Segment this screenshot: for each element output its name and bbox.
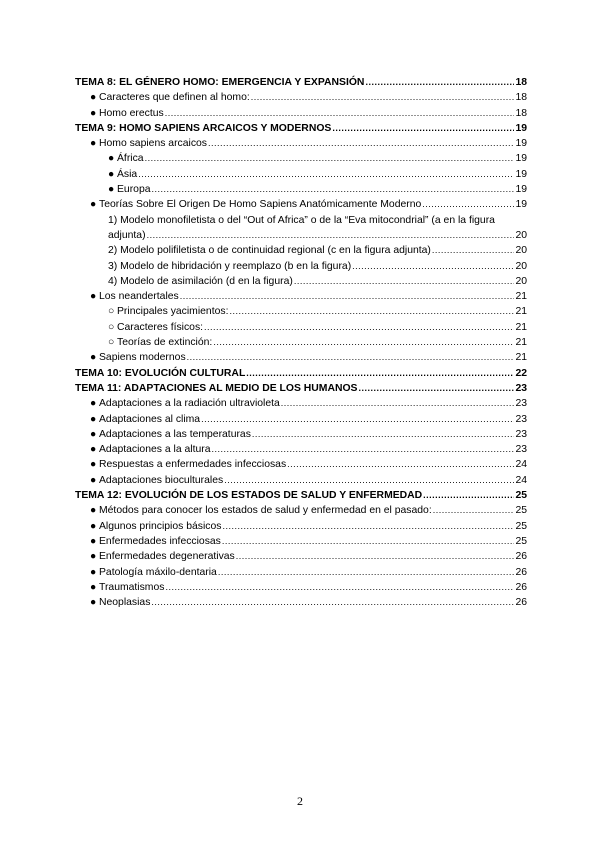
bullet-filled-icon: ● — [108, 184, 115, 196]
toc-entry[interactable] — [75, 335, 527, 350]
toc-heading[interactable] — [75, 75, 527, 90]
dot-leader — [180, 289, 515, 304]
toc-page-number: 21 — [515, 337, 527, 349]
dot-leader — [252, 427, 515, 442]
dot-leader — [204, 320, 514, 335]
toc-heading[interactable] — [75, 381, 527, 396]
dot-leader — [165, 580, 514, 595]
bullet-filled-icon: ● — [108, 153, 115, 165]
toc-entry[interactable] — [75, 519, 527, 534]
toc-entry[interactable] — [75, 565, 527, 580]
toc-entry[interactable] — [75, 427, 527, 442]
toc-entry[interactable] — [75, 534, 527, 549]
dot-leader — [423, 488, 514, 503]
toc-entry-label: Teorías Sobre El Origen De Homo Sapiens Anatómicamente Moderno — [99, 199, 422, 211]
dot-leader — [432, 243, 515, 258]
toc-page-number: 26 — [515, 581, 527, 593]
dot-leader — [151, 595, 514, 610]
bullet-filled-icon: ● — [90, 551, 97, 563]
dot-leader — [222, 519, 514, 534]
toc-entry-label: Neoplasias — [99, 597, 151, 609]
toc-entry[interactable] — [75, 167, 527, 182]
toc-entry[interactable] — [75, 412, 527, 427]
table-of-contents — [75, 75, 527, 610]
dot-leader — [213, 335, 514, 350]
toc-entry[interactable] — [75, 182, 527, 197]
dot-leader — [222, 534, 515, 549]
toc-entry-label: Principales yacimientos: — [117, 306, 229, 318]
dot-leader — [229, 304, 514, 319]
toc-page-number: 24 — [515, 459, 527, 471]
toc-entry-label: Adaptaciones a las temperaturas — [99, 428, 251, 440]
toc-entry-label: Adaptaciones a la radiación ultravioleta — [99, 398, 280, 410]
toc-entry-label: Traumatismos — [99, 581, 165, 593]
toc-entry-label: 2) Modelo polifiletista o de continuidad regional (c en la figura adjunta) — [108, 245, 431, 257]
toc-entry-label: África — [117, 153, 144, 165]
dot-leader — [187, 350, 515, 365]
dot-leader — [365, 75, 514, 90]
toc-page-number: 25 — [515, 505, 527, 517]
toc-page-number: 19 — [515, 122, 527, 134]
toc-page-number: 21 — [515, 321, 527, 333]
bullet-filled-icon: ● — [90, 459, 97, 471]
bullet-filled-icon: ● — [90, 566, 97, 578]
dot-leader — [212, 442, 515, 457]
toc-page-number: 23 — [515, 428, 527, 440]
toc-entry[interactable] — [75, 274, 527, 289]
bullet-filled-icon: ● — [90, 444, 97, 456]
toc-entry-wrapped[interactable] — [75, 213, 527, 244]
toc-entry-label: TEMA 9: HOMO SAPIENS ARCAICOS Y MODERNOS — [75, 122, 332, 134]
toc-page-number: 20 — [515, 275, 527, 287]
toc-entry-label: Enfermedades degenerativas — [99, 551, 235, 563]
toc-heading[interactable] — [75, 121, 527, 136]
toc-entry-label: Ásia — [117, 168, 138, 180]
dot-leader — [224, 473, 514, 488]
toc-entry[interactable] — [75, 106, 527, 121]
toc-entry-label: 3) Modelo de hibridación y reemplazo (b en la figura) — [108, 260, 352, 272]
toc-entry[interactable] — [75, 259, 527, 274]
toc-entry-label: Homo sapiens arcaicos — [99, 138, 207, 150]
dot-leader — [208, 136, 514, 151]
toc-page-number: 21 — [515, 306, 527, 318]
toc-entry-label: Adaptaciones a la altura — [99, 444, 211, 456]
dot-leader — [236, 549, 515, 564]
toc-page-number: 23 — [515, 444, 527, 456]
bullet-filled-icon: ● — [90, 535, 97, 547]
toc-entry-label: Homo erectus — [99, 107, 164, 119]
toc-page-number: 26 — [515, 597, 527, 609]
dot-leader — [145, 151, 515, 166]
toc-entry[interactable] — [75, 595, 527, 610]
toc-entry[interactable] — [75, 473, 527, 488]
toc-entry[interactable] — [75, 136, 527, 151]
bullet-filled-icon: ● — [90, 505, 97, 517]
bullet-filled-icon: ● — [90, 428, 97, 440]
toc-page-number: 23 — [515, 398, 527, 410]
toc-entry[interactable] — [75, 350, 527, 365]
toc-page-number: 23 — [515, 413, 527, 425]
toc-page-number: 24 — [515, 474, 527, 486]
toc-page-number: 18 — [515, 77, 527, 88]
dot-leader — [332, 121, 514, 136]
bullet-hollow-icon: ○ — [108, 306, 115, 318]
toc-entry[interactable] — [75, 457, 527, 472]
dot-leader — [359, 381, 515, 396]
toc-page-number: 21 — [515, 291, 527, 303]
bullet-hollow-icon: ○ — [108, 337, 115, 349]
toc-entry-label: Sapiens modernos — [99, 352, 186, 364]
toc-page-number: 20 — [515, 229, 527, 241]
toc-page-number: 21 — [515, 352, 527, 364]
toc-entry[interactable] — [75, 304, 527, 319]
dot-leader — [287, 457, 514, 472]
toc-entry-label: Teorías de extinción: — [117, 337, 213, 349]
toc-entry[interactable] — [75, 320, 527, 335]
bullet-filled-icon: ● — [90, 520, 97, 532]
toc-page-number: 18 — [515, 107, 527, 119]
bullet-filled-icon: ● — [90, 413, 97, 425]
toc-heading[interactable] — [75, 366, 527, 381]
bullet-filled-icon: ● — [90, 474, 97, 486]
toc-entry[interactable] — [75, 442, 527, 457]
bullet-filled-icon: ● — [90, 597, 97, 609]
page-number: 2 — [297, 794, 303, 808]
toc-entry[interactable] — [75, 151, 527, 166]
toc-entry-label: Respuestas a enfermedades infecciosas — [99, 459, 287, 471]
toc-page-number: 25 — [515, 520, 527, 532]
dot-leader — [138, 167, 514, 182]
toc-entry[interactable] — [75, 289, 527, 304]
dot-leader — [251, 90, 515, 105]
dot-leader — [201, 412, 514, 427]
bullet-filled-icon: ● — [90, 291, 97, 303]
toc-entry-label: Algunos principios básicos — [99, 520, 222, 532]
bullet-filled-icon: ● — [90, 398, 97, 410]
toc-entry-label: Adaptaciones bioculturales — [99, 474, 224, 486]
bullet-hollow-icon: ○ — [108, 321, 115, 333]
bullet-filled-icon: ● — [90, 581, 97, 593]
dot-leader — [152, 182, 515, 197]
toc-entry-label: TEMA 8: EL GÉNERO HOMO: EMERGENCIA Y EXPANSIÓN — [75, 77, 365, 88]
toc-page-number: 26 — [515, 551, 527, 563]
toc-entry[interactable] — [108, 228, 527, 243]
toc-entry[interactable] — [75, 503, 527, 518]
toc-page-number: 23 — [515, 382, 527, 394]
dot-leader — [281, 396, 515, 411]
toc-heading[interactable] — [75, 488, 527, 503]
toc-entry-label: TEMA 10: EVOLUCIÓN CULTURAL — [75, 367, 246, 379]
bullet-filled-icon: ● — [90, 107, 97, 119]
toc-page-number: 19 — [515, 153, 527, 165]
toc-entry[interactable] — [75, 90, 527, 105]
toc-page-number: 25 — [515, 490, 527, 502]
dot-leader — [165, 106, 515, 121]
toc-entry-label-line1: 1) Modelo monofiletista o del “Out of Africa” o de la “Eva mitocondrial” (a en la figura — [108, 214, 495, 226]
toc-page-number: 19 — [515, 138, 527, 150]
dot-leader — [433, 503, 515, 518]
dot-leader — [352, 259, 514, 274]
bullet-filled-icon: ● — [90, 138, 97, 150]
dot-leader — [147, 228, 515, 243]
toc-page-number: 26 — [515, 566, 527, 578]
toc-page-number: 25 — [515, 535, 527, 547]
toc-page-number: 19 — [515, 168, 527, 180]
bullet-filled-icon: ● — [108, 168, 115, 180]
toc-entry[interactable] — [75, 580, 527, 595]
toc-page-number: 19 — [515, 199, 527, 211]
toc-page-number: 20 — [515, 245, 527, 257]
dot-leader — [246, 366, 514, 381]
toc-entry-label: Adaptaciones al clima — [99, 413, 201, 425]
bullet-filled-icon: ● — [90, 352, 97, 364]
bullet-filled-icon: ● — [90, 92, 97, 104]
toc-entry[interactable] — [75, 197, 527, 212]
toc-page-number: 22 — [515, 367, 527, 379]
dot-leader — [294, 274, 515, 289]
toc-entry-label: Europa — [117, 184, 151, 196]
toc-entry-label: TEMA 12: EVOLUCIÓN DE LOS ESTADOS DE SALUD Y ENFERMEDAD — [75, 490, 423, 502]
toc-page-number: 20 — [515, 260, 527, 272]
toc-page-number: 18 — [515, 92, 527, 104]
toc-entry-label: adjunta) — [108, 229, 146, 241]
dot-leader — [218, 565, 515, 580]
dot-leader — [422, 197, 514, 212]
toc-entry[interactable] — [75, 243, 527, 258]
toc-entry-label: Métodos para conocer los estados de salud y enfermedad en el pasado: — [99, 505, 432, 517]
toc-entry[interactable] — [75, 549, 527, 564]
toc-entry-label: Caracteres físicos: — [117, 321, 204, 333]
toc-entry[interactable] — [75, 396, 527, 411]
toc-entry-label: 4) Modelo de asimilación (d en la figura) — [108, 275, 293, 287]
toc-entry-label: TEMA 11: ADAPTACIONES AL MEDIO DE LOS HUMANOS — [75, 382, 358, 394]
toc-entry-label: Los neandertales — [99, 291, 179, 303]
toc-entry-label: Enfermedades infecciosas — [99, 535, 221, 547]
toc-entry-label: Patología máxilo-dentaria — [99, 566, 217, 578]
toc-entry-label: Caracteres que definen al homo: — [99, 92, 250, 104]
bullet-filled-icon: ● — [90, 199, 97, 211]
toc-page-number: 19 — [515, 184, 527, 196]
